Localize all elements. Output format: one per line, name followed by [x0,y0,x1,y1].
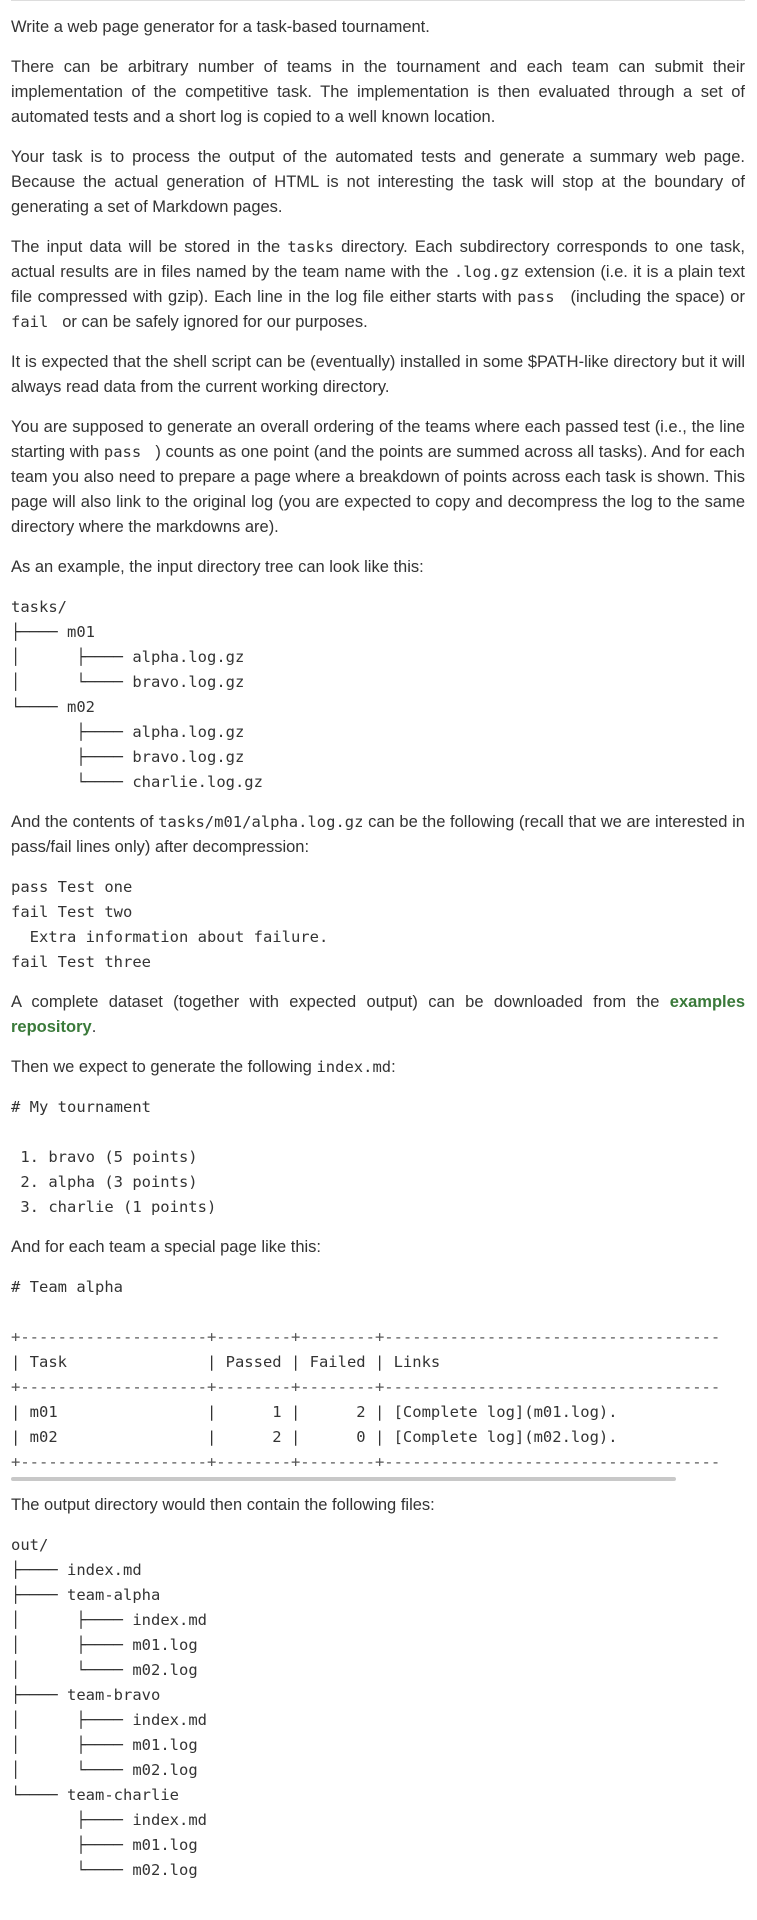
tree-file: m01.log [132,1736,198,1754]
tree-file: index.md [132,1711,207,1729]
paragraph-path: It is expected that the shell script can be (eventually) installed in some $PATH-like directory but it will always read data from the current working directory. [11,353,745,396]
log-sample-block [11,875,745,975]
table-border: +--------------------+--------+--------+------------------------------------ [11,1453,721,1471]
ranking-item: 3. charlie (1 points) [11,1198,217,1216]
paragraph-task: Your task is to process the output of the automated tests and generate a summary web page. Because the actual generation of HTML is not interesting the task will stop at the boundary of generating a set of Markdown pages. [11,148,745,216]
inline-code-log-gz: .log.gz [453,263,520,281]
paragraph-output-dir: The output directory would then contain the following files: [11,1496,435,1514]
document [11,0,745,1883]
table-row: | m01 | 1 | 2 | [Complete log](m01.log). [11,1403,618,1421]
examples-repository-link[interactable]: examples repository [11,993,745,1036]
paragraph-index-md: Then we expect to generate the following index.md: [11,1058,396,1076]
paragraph-input-data: The input data will be stored in the tasks directory. Each subdirectory corresponds to one task, actual results are in files named by the team name with the .log.gz extension (i.e. it is a plain text file compressed with gzip). Each line in the log file either starts with pass (including the space) or fail or can be safely ignored for our purposes. [11,238,745,331]
tree-file: m02.log [132,1761,198,1779]
ranking-item: 1. bravo (5 points) [11,1148,198,1166]
log-line: fail Test two [11,903,133,921]
tree-dir-team-alpha: team-alpha [67,1586,161,1604]
tree-file: alpha.log.gz [132,648,245,666]
log-line: Extra information about failure. [11,928,329,946]
team-md-scroll-container[interactable] [11,1275,745,1481]
paragraph-example-tree: As an example, the input directory tree can look like this: [11,558,424,576]
input-tree-block: tasks/ ├──── m01 │ ├──── alpha.log.gz │ └──── bravo.log.gz └──── m02 ├──── alpha.log.gz ├──── bravo.log.gz └──── charlie.log.gz [11,598,263,791]
inline-code-pass-2: pass [103,443,151,461]
tree-file: m02.log [132,1661,198,1679]
paragraph-log-contents: And the contents of tasks/m01/alpha.log.gz can be the following (recall that we are interested in pass/fail lines only) after decompression: [11,813,745,856]
tree-file: m01.log [132,1636,198,1654]
md-heading: # My tournament [11,1098,151,1116]
inline-code-tasks: tasks [287,238,334,256]
inline-code-pass: pass [517,288,565,306]
table-header: | Task | Passed | Failed | Links [11,1353,441,1371]
output-tree-block: out/ ├──── index.md ├──── team-alpha │ ├──── index.md │ ├──── m01.log │ └──── m02.log ├──── team-bravo │ ├──── index.md │ ├──── m01.log │ └──── m02.log └──── team-charlie ├──── index.md ├──── m01.log └──── m02.log [11,1536,207,1879]
tree-dir-m02: m02 [67,698,95,716]
inline-code-index-md: index.md [316,1058,392,1076]
tree-file: alpha.log.gz [132,723,245,741]
log-line: fail Test three [11,953,151,971]
tree-root: out/ [11,1536,49,1554]
team-md-block [11,1275,745,1475]
table-border: +--------------------+--------+--------+------------------------------------ [11,1378,721,1396]
tree-file: index.md [132,1811,207,1829]
paragraph-team-page: And for each team a special page like this: [11,1238,322,1256]
tree-dir-team-bravo: team-bravo [67,1686,161,1704]
tree-file: index.md [67,1561,142,1579]
log-line: pass Test one [11,878,133,896]
paragraph-ordering: You are supposed to generate an overall ordering of the teams where each passed test (i.e., the line starting with pass ) counts as one point (and the points are summed across all tasks). And for each team you also need to prepare a page where a breakdown of points across each task is shown. This page will also link to the original log (you are expected to copy and decompress the log to the same directory where the markdowns are). [11,418,745,536]
tree-file: index.md [132,1611,207,1629]
tree-file: bravo.log.gz [132,673,245,691]
md-heading: # Team alpha [11,1278,123,1296]
table-row: | m02 | 2 | 0 | [Complete log](m02.log). [11,1428,618,1446]
ranking-item: 2. alpha (3 points) [11,1173,198,1191]
paragraph-teams: There can be arbitrary number of teams in the tournament and each team can submit their implementation of the competitive task. The implementation is then evaluated through a set of automated tests and a short log is copied to a well known location. [11,58,745,126]
tree-file: m01.log [132,1836,198,1854]
tree-root: tasks/ [11,598,67,616]
paragraph-dataset: A complete dataset (together with expected output) can be downloaded from the examples repository. [11,993,745,1036]
horizontal-scrollbar[interactable] [11,1477,676,1481]
top-divider [11,0,745,1]
tree-dir-team-charlie: team-charlie [67,1786,179,1804]
table-border: +--------------------+--------+--------+------------------------------------ [11,1328,721,1346]
inline-code-fail: fail [11,313,58,331]
tree-file: charlie.log.gz [132,773,263,791]
intro-paragraph: Write a web page generator for a task-based tournament. [11,18,430,36]
index-md-block [11,1095,745,1220]
inline-code-log-path: tasks/m01/alpha.log.gz [158,813,364,831]
tree-dir-m01: m01 [67,623,95,641]
tree-file: bravo.log.gz [132,748,245,766]
tree-file: m02.log [132,1861,198,1879]
